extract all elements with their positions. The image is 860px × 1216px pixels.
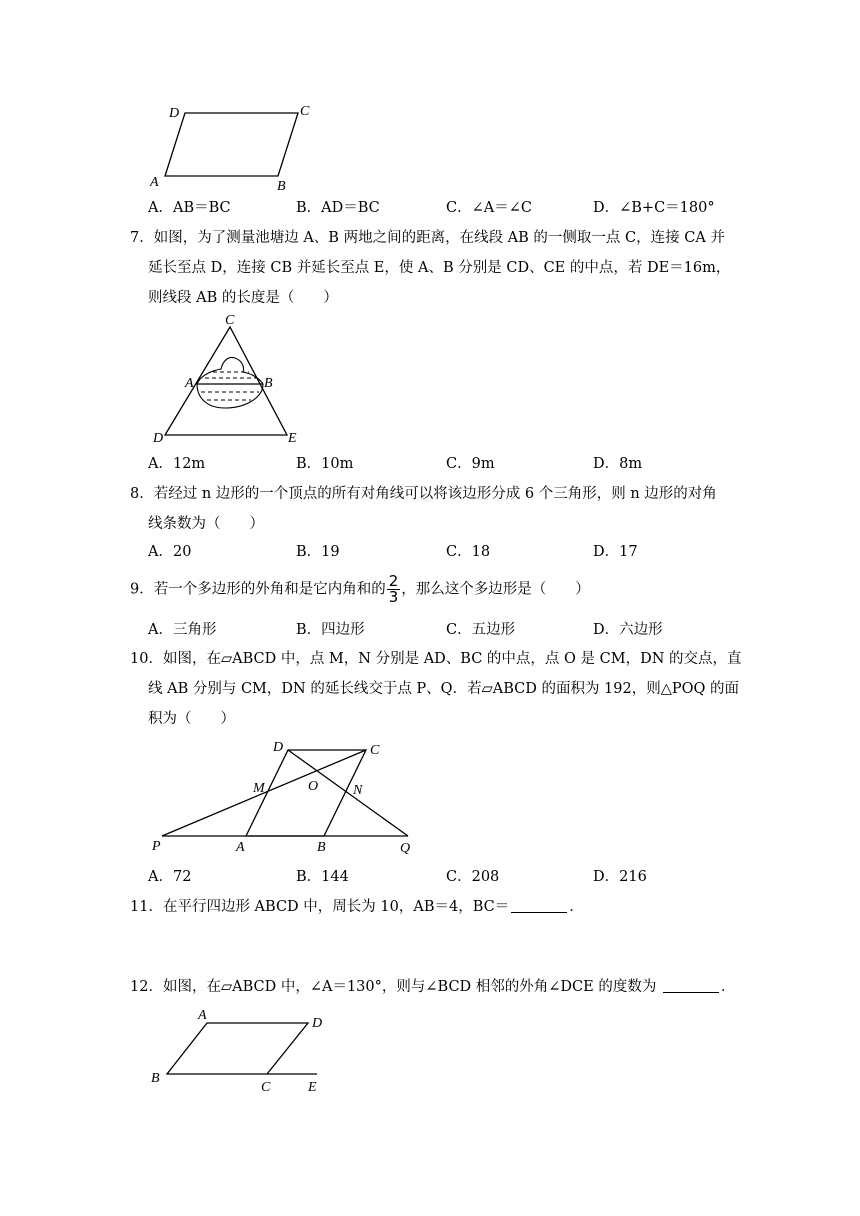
q9-option-a: A．三角形 (148, 622, 217, 638)
label-c: C (225, 313, 235, 328)
q7-line-1: 7．如图，为了测量池塘边 A、B 两地之间的距离，在线段 AB 的一侧取一点 C，连接 CA 并 (130, 230, 725, 246)
q6-option-c: C．∠A＝∠C (446, 200, 532, 216)
q7-line-2: 延长至点 D，连接 CB 并延长至点 E，使 A、B 分别是 CD、CE 的中点，若 DE＝16m， (148, 260, 731, 276)
figure-q6-parallelogram (140, 98, 320, 193)
q8-line-1: 8．若经过 n 边形的一个顶点的所有对角线可以将该边形分成 6 个三角形，则 n 边形的对角 (130, 486, 717, 502)
q11-line (130, 897, 584, 917)
q9-line-1 (130, 574, 590, 605)
q8-option-a: A．20 (148, 544, 192, 560)
q10-option-a: A．72 (148, 869, 192, 885)
label-b: B (277, 179, 286, 194)
q10-option-b: B．144 (296, 869, 349, 885)
line-dq (288, 750, 408, 836)
q9-frac-numerator: 2 (388, 572, 399, 590)
q10-line-2: 线 AB 分别与 CM，DN 的延长线交于点 P、Q．若▱ABCD 的面积为 192，则△POQ 的面 (148, 681, 740, 697)
q9-fraction (387, 574, 401, 605)
label-c: C (370, 743, 380, 758)
label-d: D (312, 1016, 323, 1031)
q9-option-d: D．六边形 (593, 622, 663, 638)
label-a: A (185, 376, 194, 391)
q12-text-after: ． (720, 979, 736, 995)
label-n: N (353, 783, 363, 798)
q8-option-d: D．17 (593, 544, 638, 560)
label-p: P (152, 839, 161, 854)
figure-q10-parallelogram (150, 735, 430, 857)
label-a: A (198, 1008, 207, 1023)
q10-line-1: 10．如图，在▱ABCD 中，点 M，N 分别是 AD、BC 的中点，点 O 是 CM，DN 的交点，直 (130, 651, 742, 667)
label-b: B (264, 376, 273, 391)
label-c: C (261, 1080, 271, 1095)
label-e: E (288, 431, 297, 446)
q9-option-b: B．四边形 (296, 622, 365, 638)
q6-option-a: A．AB＝BC (148, 200, 231, 216)
q6-option-d: D．∠B+C＝180° (593, 200, 715, 216)
q7-option-c: C．9m (446, 456, 495, 472)
q12-text-before: 12．如图，在▱ABCD 中，∠A＝130°，则与∠BCD 相邻的外角∠DCE 的度数为 (130, 979, 661, 995)
label-o: O (308, 779, 319, 794)
label-b: B (317, 840, 326, 855)
q10-line-3: 积为（ ） (148, 711, 235, 727)
q8-line-2: 线条数为（ ） (148, 516, 264, 532)
q6-option-b: B．AD＝BC (296, 200, 380, 216)
q7-option-a: A．12m (148, 456, 206, 472)
q11-text-before: 11．在平行四边形 ABCD 中，周长为 10，AB＝4，BC＝ (130, 899, 510, 915)
label-a: A (236, 840, 245, 855)
q9-frac-denominator: 3 (388, 588, 399, 606)
q10-option-c: C．208 (446, 869, 500, 885)
q9-text-before: 9．若一个多边形的外角和是它内角和的 (130, 581, 386, 598)
figure-q12-parallelogram (145, 1003, 345, 1095)
q9-text-after: ，那么这个多边形是（ ） (401, 581, 590, 598)
q10-option-d: D．216 (593, 869, 647, 885)
label-d: D (273, 740, 284, 755)
q12-line (130, 977, 735, 997)
label-a: A (150, 175, 159, 190)
q7-option-d: D．8m (593, 456, 643, 472)
parallelogram-abcd (167, 1023, 308, 1074)
label-c: C (300, 104, 310, 119)
label-q: Q (400, 841, 411, 856)
parallelogram-abcd (165, 113, 298, 176)
q12-answer-blank[interactable] (663, 978, 719, 993)
q11-text-after: ． (569, 899, 584, 915)
q8-option-b: B．19 (296, 544, 340, 560)
q7-option-b: B．10m (296, 456, 354, 472)
q11-answer-blank[interactable] (511, 898, 567, 913)
q8-option-c: C．18 (446, 544, 491, 560)
q9-option-c: C．五边形 (446, 622, 516, 638)
q7-line-3: 则线段 AB 的长度是（ ） (148, 290, 338, 306)
label-m: M (253, 781, 265, 796)
figure-q7-pond (145, 312, 315, 447)
label-d: D (169, 106, 180, 121)
label-e: E (308, 1080, 317, 1095)
label-d: D (153, 431, 164, 446)
label-b: B (151, 1071, 160, 1086)
